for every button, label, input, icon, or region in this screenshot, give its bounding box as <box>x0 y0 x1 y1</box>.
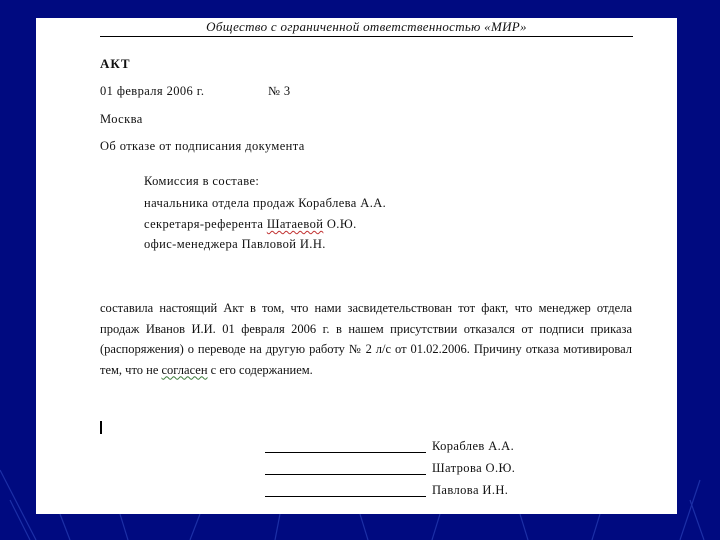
commission-member: секретаря-референта Шатаевой О.Ю. <box>144 217 357 231</box>
signature-name: Павлова И.Н. <box>432 483 509 497</box>
document-date: 01 февраля 2006 г. <box>100 84 205 98</box>
signature-name: Кораблев А.А. <box>432 439 515 453</box>
commission-member: офис-менеджера Павловой И.Н. <box>144 237 326 251</box>
document-city: Москва <box>100 112 143 126</box>
commission-member: начальника отдела продаж Кораблева А.А. <box>144 196 387 210</box>
signature-line <box>265 452 426 453</box>
document-page <box>36 18 677 514</box>
signature-name: Шатрова О.Ю. <box>432 461 516 475</box>
document-title: АКТ <box>100 56 131 71</box>
misspelled-word: Шатаевой <box>266 217 324 231</box>
commission-heading: Комиссия в составе: <box>144 174 260 188</box>
organization-header: Общество с ограниченной ответственностью «МИР» <box>100 18 633 37</box>
document-number: № 3 <box>268 84 291 98</box>
body-paragraph: составила настоящий Акт в том, что нами засвидетельствован тот факт, что менеджер отдела продаж Иванов И.И. 01 февраля 2006 г. в нашем присутствии отказался от подписи приказа (распоряжения) о переводе на другую работу № 2 л/с от 01.02.2006. Причину отказа мотивировал тем, что не согласен с его содержанием. <box>100 301 632 377</box>
signature-line <box>265 496 426 497</box>
grammar-flagged-word: согласен <box>161 362 208 377</box>
text-cursor <box>100 421 102 434</box>
document-subject: Об отказе от подписания документа <box>100 139 305 153</box>
signature-line <box>265 474 426 475</box>
